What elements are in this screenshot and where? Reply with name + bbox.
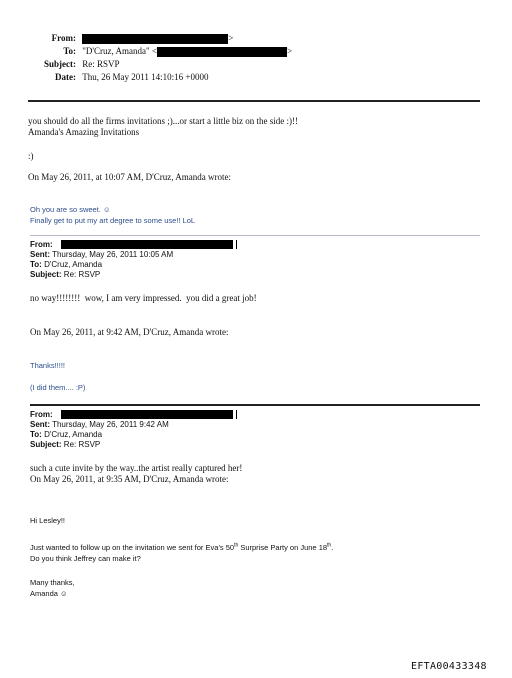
msg3-subject-label: Subject: — [30, 440, 62, 449]
reply1-wrote: On May 26, 2011, at 10:07 AM, D'Cruz, Amanda wrote: — [28, 172, 232, 182]
msg3-sent-row — [30, 420, 169, 430]
msg3-sent-label: Sent: — [30, 420, 50, 429]
reply1-smiley: :) — [28, 151, 34, 161]
header-gt: > — [287, 46, 293, 56]
header-to-row — [20, 46, 292, 57]
redacted-block — [61, 240, 233, 249]
bracket-mark — [234, 240, 237, 249]
msg2-sent-value: Thursday, May 26, 2011 10:05 AM — [52, 250, 174, 259]
quote1-line1: Oh you are so sweet. ☺ — [30, 205, 111, 214]
header-date-label: Date: — [55, 72, 76, 82]
msg2-subject-label: Subject: — [30, 270, 62, 279]
msg3-subject-row — [30, 440, 100, 450]
msg2-subject-row — [30, 270, 100, 280]
msg2-to-value: D'Cruz, Amanda — [44, 260, 103, 269]
ordinal-suffix: th — [327, 542, 332, 549]
msg3-from-row — [30, 410, 237, 420]
header-from-label: From: — [51, 33, 76, 43]
redacted-block — [82, 34, 228, 44]
header-subject-label: Subject: — [44, 59, 76, 69]
msg2-wrote: On May 26, 2011, at 9:42 AM, D'Cruz, Amanda wrote: — [30, 327, 229, 337]
quote1-line2: Finally get to put my art degree to some use!! LoL — [30, 216, 196, 225]
quote3-greeting: Hi Lesley!! — [30, 516, 66, 525]
header-subject-row — [20, 59, 120, 70]
header-from-row — [20, 33, 233, 44]
header-subject-value: Re: RSVP — [82, 59, 120, 69]
message-divider — [30, 235, 480, 236]
header-to-value: "D'Cruz, Amanda" < — [82, 46, 158, 56]
msg3-to-label: To: — [30, 430, 42, 439]
msg3-sent-value: Thursday, May 26, 2011 9:42 AM — [52, 420, 169, 429]
header-divider — [28, 100, 480, 102]
msg3-wrote: On May 26, 2011, at 9:35 AM, D'Cruz, Amanda wrote: — [30, 474, 229, 484]
message-divider-bold — [30, 404, 480, 406]
header-gt: > — [228, 33, 234, 43]
reply1-line1: you should do all the firms invitations ;)...or start a little biz on the side :)!! — [28, 116, 298, 126]
msg2-from-label: From: — [30, 240, 53, 249]
msg2-subject-value: Re: RSVP — [63, 270, 101, 279]
quote3-line2: Do you think Jeffrey can make it? — [30, 554, 141, 563]
redacted-block — [157, 47, 287, 57]
ordinal-suffix: th — [234, 542, 239, 549]
header-to-label: To: — [63, 46, 76, 56]
quote3-line1 — [30, 543, 333, 553]
msg2-from-row — [30, 240, 237, 250]
msg3-to-row — [30, 430, 102, 440]
msg2-to-label: To: — [30, 260, 42, 269]
header-date-value: Thu, 26 May 2011 14:10:16 +0000 — [82, 72, 209, 82]
quote3-line1-text: Just wanted to follow up on the invitation we sent for Eva's 50 — [30, 543, 235, 552]
quote3-line1-text: Surprise Party on June 18 — [238, 543, 328, 552]
quote3-line1-text: . — [331, 543, 334, 552]
msg3-to-value: D'Cruz, Amanda — [44, 430, 103, 439]
quote3-closing: Many thanks, — [30, 578, 75, 587]
quote2-line2: (I did them.... :P) — [30, 383, 86, 392]
reply1-line2: Amanda's Amazing Invitations — [28, 127, 140, 137]
bracket-mark — [234, 410, 237, 419]
msg2-sent-row — [30, 250, 173, 260]
msg3-from-label: From: — [30, 410, 53, 419]
msg2-to-row — [30, 260, 102, 270]
header-date-row — [20, 72, 209, 83]
msg2-body: no way!!!!!!!! wow, I am very impressed. you did a great job! — [30, 293, 257, 303]
bates-number: EFTA00433348 — [411, 661, 487, 672]
msg2-sent-label: Sent: — [30, 250, 50, 259]
msg3-body: such a cute invite by the way..the artist really captured her! — [30, 463, 243, 473]
redacted-block — [61, 410, 233, 419]
quote2-line1: Thanks!!!!! — [30, 361, 66, 370]
msg3-subject-value: Re: RSVP — [63, 440, 101, 449]
quote3-signature: Amanda ☺ — [30, 589, 68, 598]
